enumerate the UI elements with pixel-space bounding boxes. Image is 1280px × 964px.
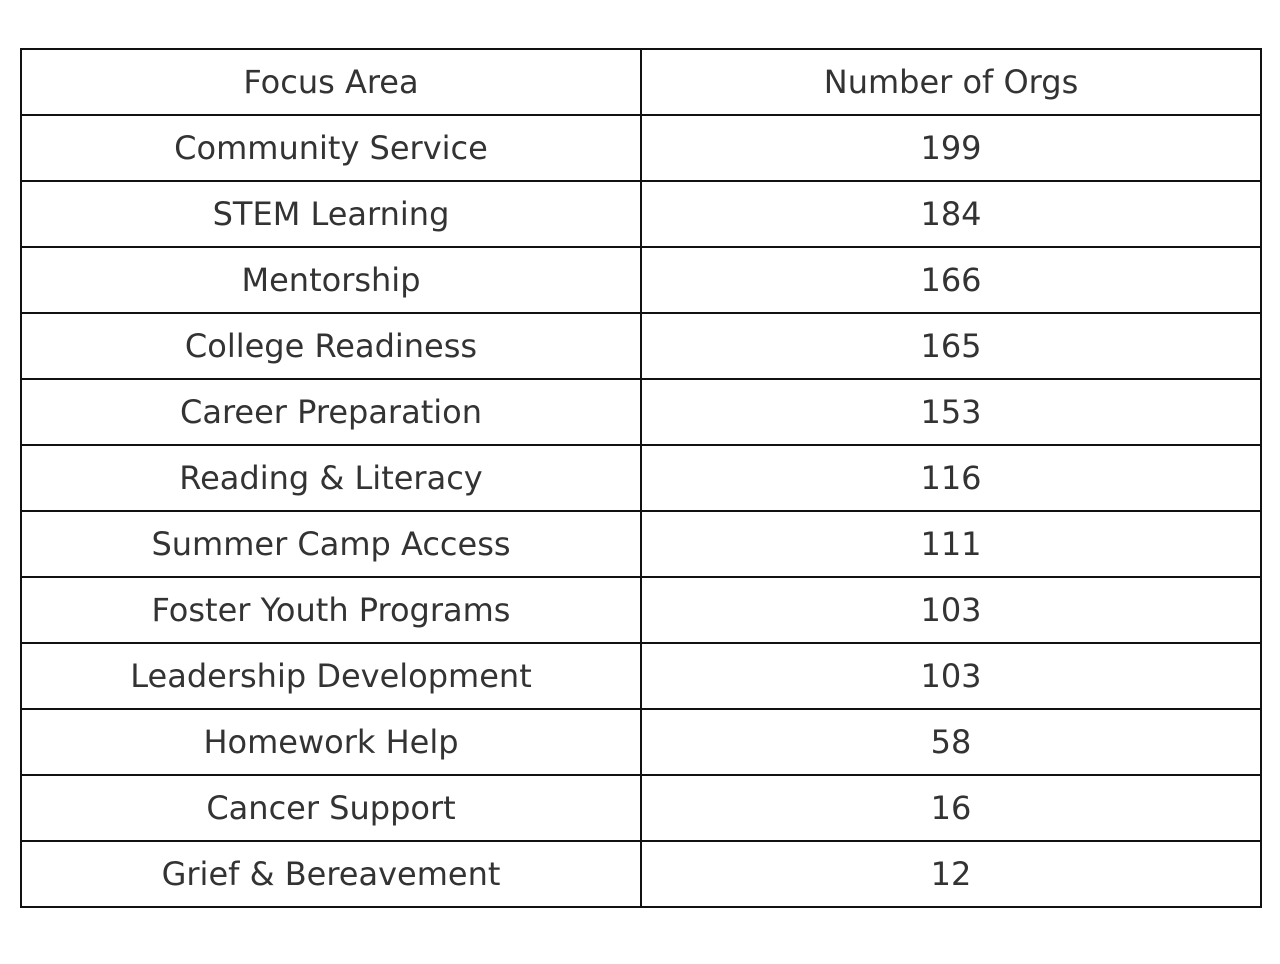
focus-area-cell: Grief & Bereavement xyxy=(21,841,641,907)
table-row xyxy=(21,511,1261,577)
table-row xyxy=(21,115,1261,181)
table-row xyxy=(21,313,1261,379)
column-header-number-of-orgs: Number of Orgs xyxy=(641,49,1261,115)
number-of-orgs-cell: 111 xyxy=(641,511,1261,577)
focus-area-cell: Homework Help xyxy=(21,709,641,775)
table-body xyxy=(21,115,1261,907)
number-of-orgs-cell: 16 xyxy=(641,775,1261,841)
focus-area-cell: Summer Camp Access xyxy=(21,511,641,577)
number-of-orgs-cell: 103 xyxy=(641,577,1261,643)
table-row xyxy=(21,709,1261,775)
number-of-orgs-cell: 58 xyxy=(641,709,1261,775)
table-header-row xyxy=(21,49,1261,115)
number-of-orgs-cell: 12 xyxy=(641,841,1261,907)
focus-area-cell: College Readiness xyxy=(21,313,641,379)
table-row xyxy=(21,247,1261,313)
focus-area-cell: Mentorship xyxy=(21,247,641,313)
table-row xyxy=(21,445,1261,511)
data-table xyxy=(20,48,1262,908)
focus-area-cell: Community Service xyxy=(21,115,641,181)
number-of-orgs-cell: 165 xyxy=(641,313,1261,379)
number-of-orgs-cell: 153 xyxy=(641,379,1261,445)
number-of-orgs-cell: 166 xyxy=(641,247,1261,313)
column-header-focus-area: Focus Area xyxy=(21,49,641,115)
focus-area-cell: Career Preparation xyxy=(21,379,641,445)
number-of-orgs-cell: 116 xyxy=(641,445,1261,511)
focus-area-cell: Reading & Literacy xyxy=(21,445,641,511)
table-row xyxy=(21,643,1261,709)
table-row xyxy=(21,775,1261,841)
table-row xyxy=(21,181,1261,247)
table-row xyxy=(21,577,1261,643)
focus-area-cell: Leadership Development xyxy=(21,643,641,709)
focus-area-cell: Cancer Support xyxy=(21,775,641,841)
number-of-orgs-cell: 184 xyxy=(641,181,1261,247)
data-table-container xyxy=(20,48,1260,908)
number-of-orgs-cell: 103 xyxy=(641,643,1261,709)
number-of-orgs-cell: 199 xyxy=(641,115,1261,181)
focus-area-cell: STEM Learning xyxy=(21,181,641,247)
table-row xyxy=(21,379,1261,445)
table-row xyxy=(21,841,1261,907)
focus-area-cell: Foster Youth Programs xyxy=(21,577,641,643)
